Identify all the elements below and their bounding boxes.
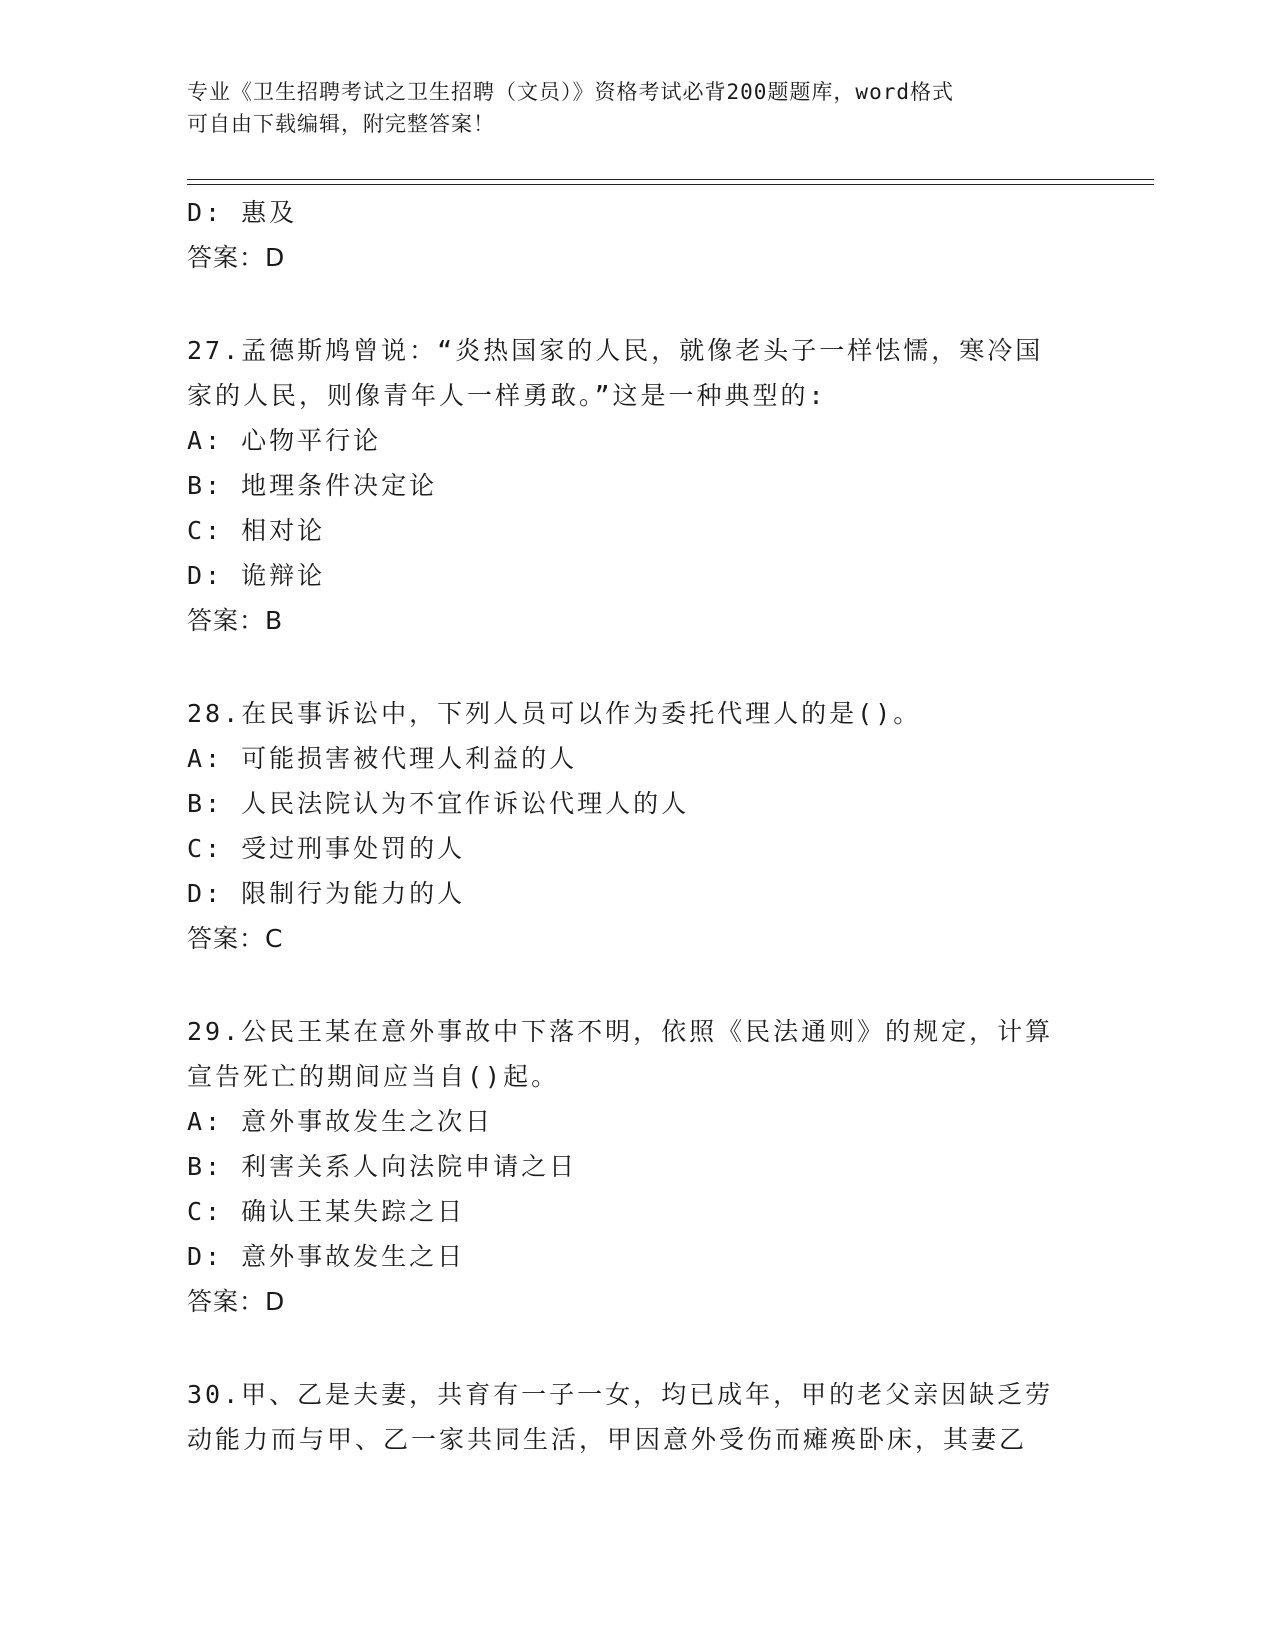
option-b: B: 人民法院认为不宜作诉讼代理人的人: [187, 789, 690, 818]
answer-line: 答案：C: [187, 924, 284, 953]
document-body: [187, 190, 1087, 1462]
answer-line: 答案：B: [187, 606, 284, 635]
question-stem: 30.甲、乙是夫妻，共育有一子一女，均已成年，甲的老父亲因缺乏劳: [187, 1380, 1054, 1409]
question-29: [187, 1009, 1087, 1325]
question-spacer: [187, 644, 1087, 691]
option-c: C: 受过刑事处罚的人: [187, 834, 466, 863]
header-divider-double: [187, 184, 1154, 185]
option-d: D: 限制行为能力的人: [187, 879, 466, 908]
question-stem: 29.公民王某在意外事故中下落不明，依照《民法通则》的规定，计算: [187, 1017, 1054, 1046]
option-d: D: 意外事故发生之日: [187, 1242, 466, 1271]
question-28: [187, 691, 1087, 962]
question-spacer: [187, 1325, 1087, 1372]
option-c: C: 相对论: [187, 516, 326, 545]
header-line-1: 专业《卫生招聘考试之卫生招聘（文员）》资格考试必背200题题库，word格式: [187, 80, 954, 104]
option-b: B: 利害关系人向法院申请之日: [187, 1152, 578, 1181]
question-30: [187, 1372, 1087, 1462]
option-d: D: 惠及: [187, 198, 298, 227]
page-header: [187, 76, 1067, 140]
option-a: A: 可能损害被代理人利益的人: [187, 744, 578, 773]
question-stem: 27.孟德斯鸠曾说：“炎热国家的人民，就像老头子一样怯懦，寒冷国: [187, 336, 1044, 365]
option-a: A: 意外事故发生之次日: [187, 1107, 494, 1136]
option-b: B: 地理条件决定论: [187, 471, 438, 500]
answer-line: 答案：D: [187, 1287, 286, 1316]
option-a: A: 心物平行论: [187, 426, 382, 455]
question-stem-continued: 家的人民，则像青年人一样勇敢。”这是一种典型的:: [187, 381, 827, 410]
question-spacer: [187, 962, 1087, 1009]
question-spacer: [187, 281, 1087, 328]
question-27: [187, 328, 1087, 644]
answer-line: 答案：D: [187, 243, 286, 272]
question-stem-continued: 宣告死亡的期间应当自()起。: [187, 1062, 560, 1091]
question-stem-continued: 动能力而与甲、乙一家共同生活，甲因意外受伤而瘫痪卧床，其妻乙: [187, 1425, 1028, 1454]
header-divider: [187, 179, 1154, 180]
header-line-2: 可自由下载编辑，附完整答案！: [187, 112, 495, 136]
question-stem: 28.在民事诉讼中，下列人员可以作为委托代理人的是()。: [187, 699, 922, 728]
option-d: D: 诡辩论: [187, 561, 326, 590]
option-c: C: 确认王某失踪之日: [187, 1197, 466, 1226]
